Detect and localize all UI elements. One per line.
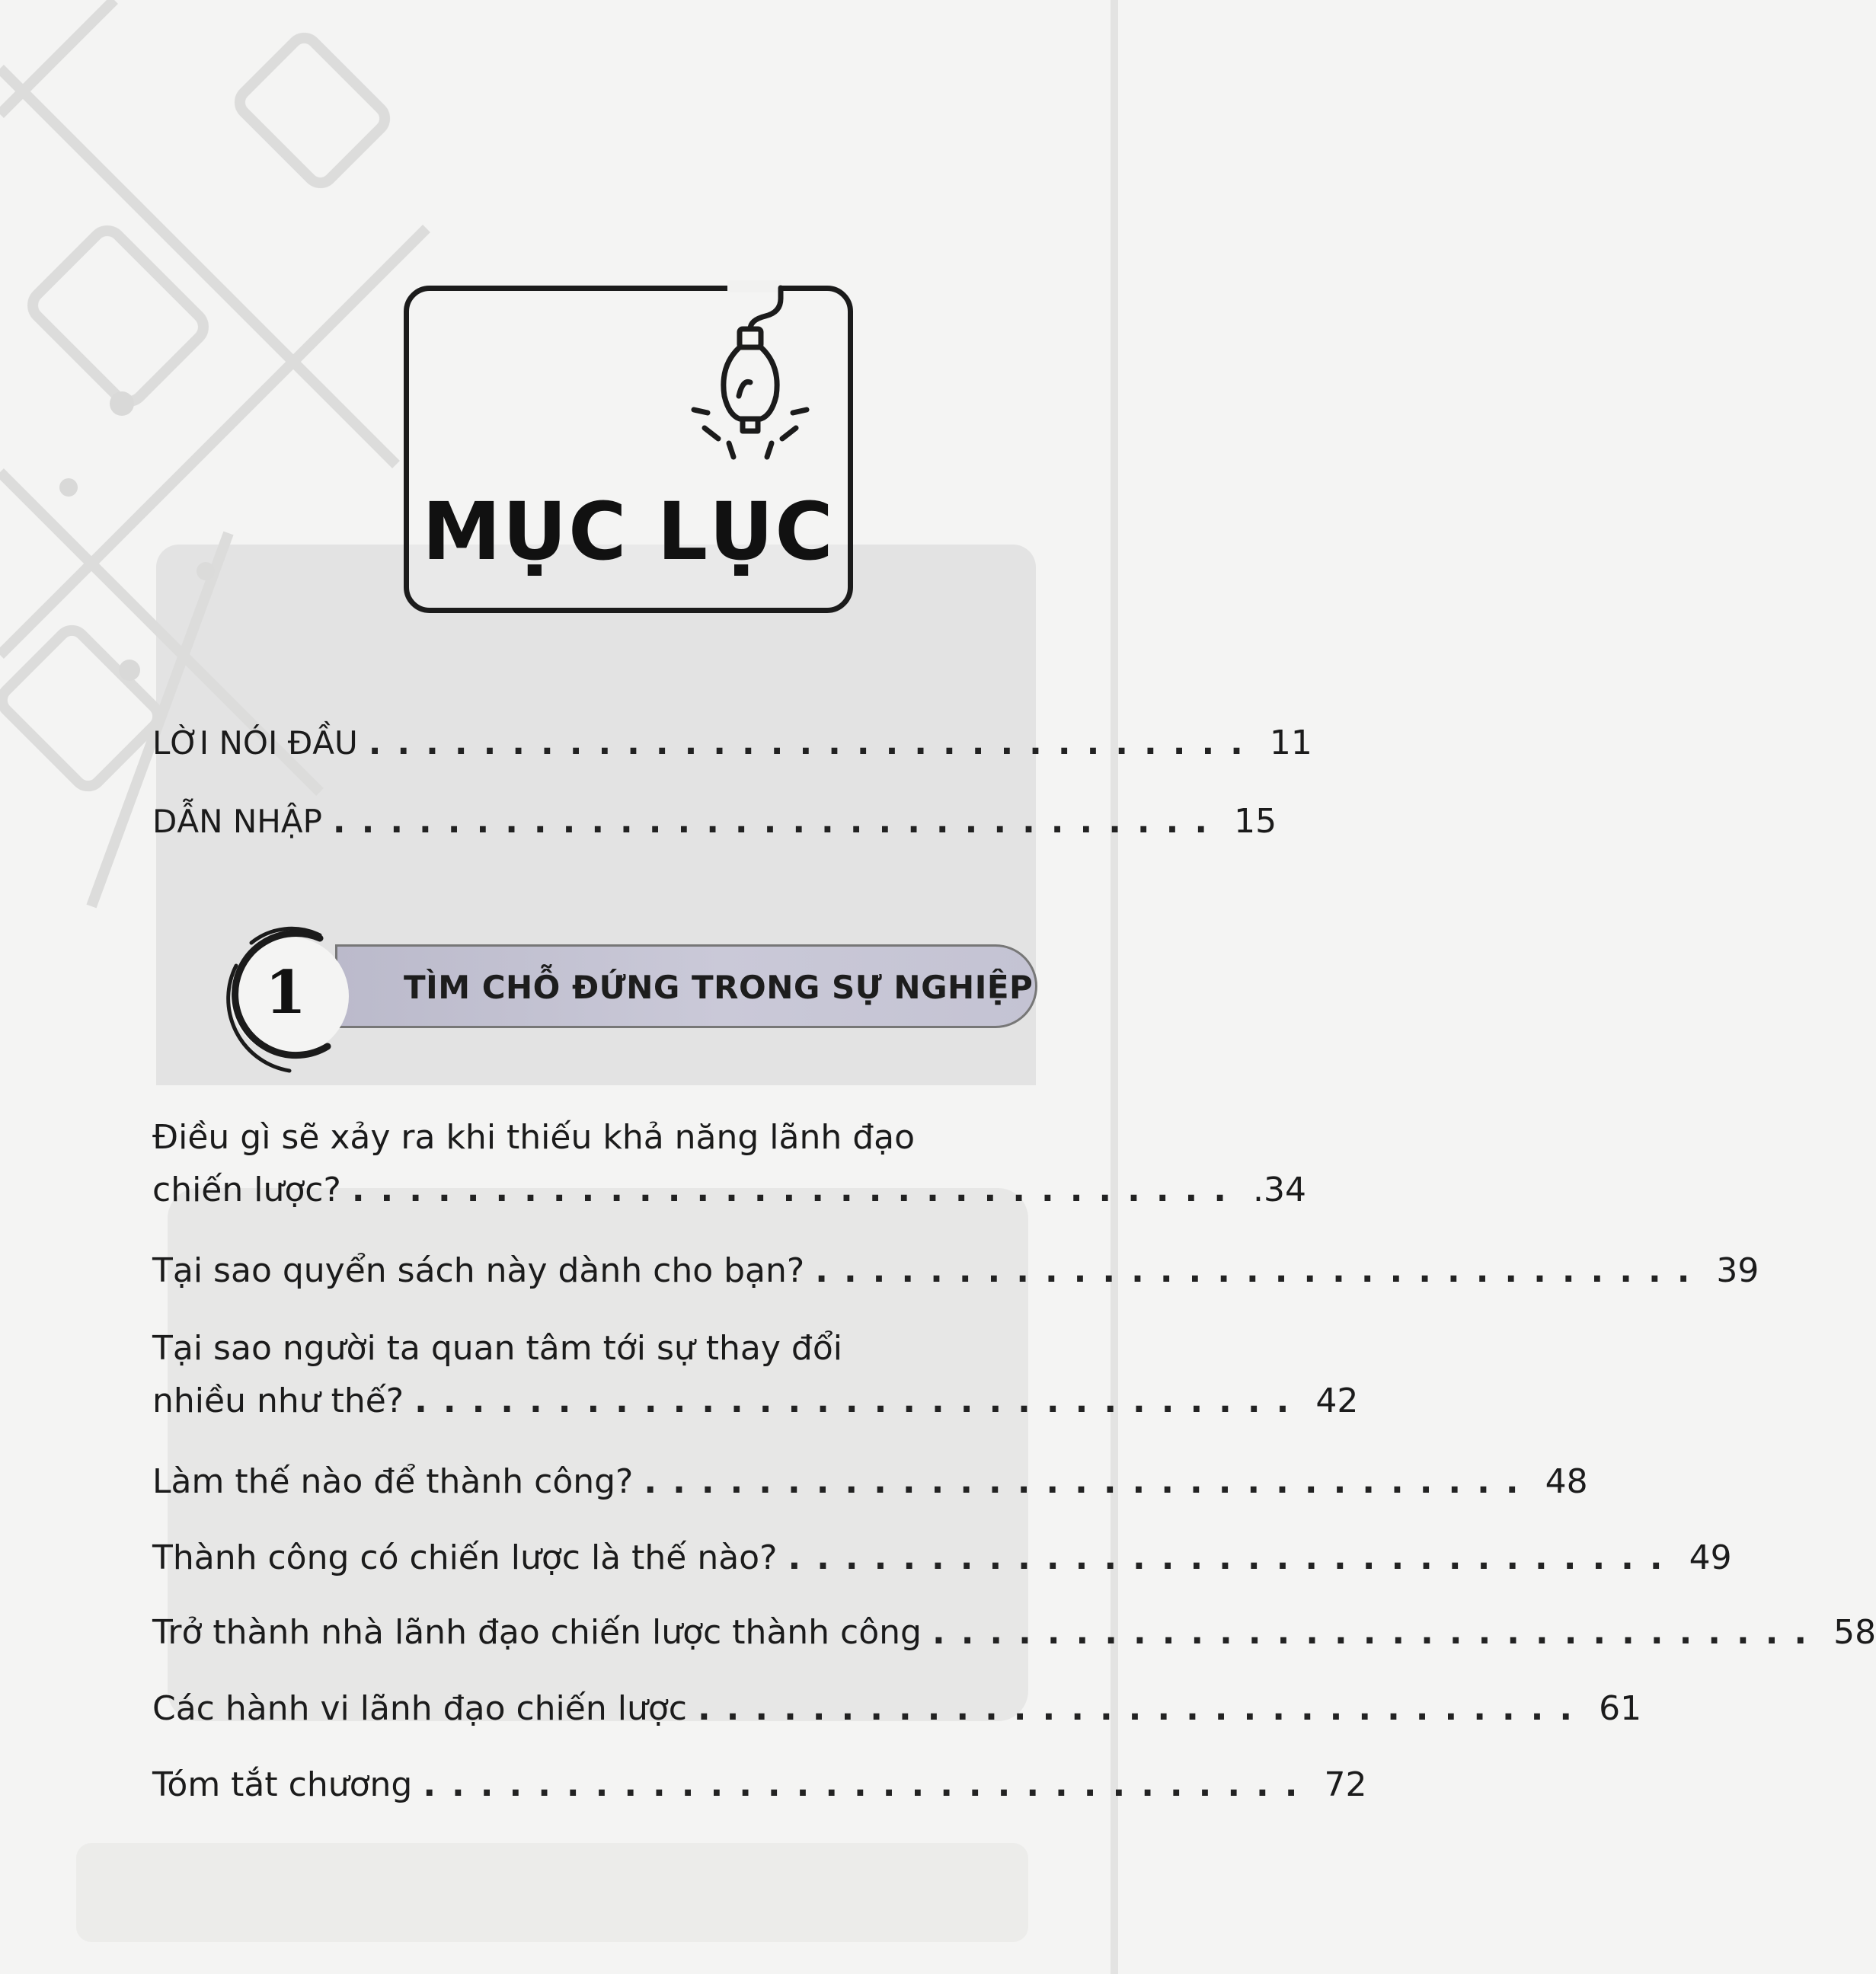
dot-leader: ............................... [351, 1171, 1242, 1209]
toc-page-number: .34 [1253, 1171, 1306, 1209]
toc-entry-title: Thành công có chiến lược là thế nào? [152, 1538, 778, 1577]
toc-entry[interactable] [152, 1689, 1642, 1728]
toc-entry-title: Tại sao quyển sách này dành cho bạn? [152, 1251, 805, 1290]
dot-leader: ............................... [932, 1613, 1823, 1652]
dot-leader: ............................... [815, 1251, 1706, 1290]
toc-entry[interactable] [152, 1329, 1359, 1420]
toc-entry-title: DẪN NHẬP [152, 803, 322, 840]
dot-leader: ............................... [368, 723, 1259, 762]
toc-entry[interactable] [152, 1765, 1367, 1804]
dot-leader: ............................... [423, 1765, 1314, 1804]
toc-page-number: 11 [1269, 723, 1312, 762]
toc-entry-preface[interactable] [152, 723, 1312, 762]
toc-page-number: 72 [1324, 1765, 1367, 1804]
toc-entry-title: chiến lược? [152, 1171, 341, 1209]
toc-entry-title: LỜI NÓI ĐẦU [152, 724, 358, 762]
toc-entry-title-line: Tại sao người ta quan tâm tới sự thay đổi [152, 1329, 842, 1368]
dot-leader: ............................... [644, 1462, 1535, 1501]
toc-entry[interactable] [152, 1613, 1876, 1652]
dot-leader: ............................... [788, 1538, 1679, 1577]
toc-page-number: 58 [1833, 1613, 1876, 1652]
toc-entry-title: Trở thành nhà lãnh đạo chiến lược thành công [152, 1613, 922, 1652]
toc-page-number: 48 [1545, 1462, 1588, 1501]
toc-entry[interactable] [152, 1538, 1732, 1577]
toc-entry-title: Tóm tắt chương [152, 1765, 413, 1804]
toc-page-number: 42 [1315, 1381, 1359, 1420]
page-title: MỤC LỤC [422, 485, 835, 578]
toc-entry-title: Làm thế nào để thành công? [152, 1462, 634, 1501]
background-print-through [76, 1843, 1028, 1942]
toc-entry-introduction[interactable] [152, 802, 1277, 841]
toc-entry[interactable] [152, 1251, 1759, 1290]
toc-page-number: 39 [1716, 1251, 1759, 1290]
toc-page-number: 15 [1234, 802, 1277, 841]
toc-entry[interactable] [152, 1118, 1306, 1209]
toc-entry[interactable] [152, 1462, 1588, 1501]
light-bulb-icon [689, 282, 819, 465]
toc-page-number: 61 [1599, 1689, 1642, 1728]
toc-entry-title-line: Điều gì sẽ xảy ra khi thiếu khả năng lãnh đạo [152, 1118, 916, 1157]
chapter-number: 1 [264, 958, 307, 1027]
chapter-title: TÌM CHỖ ĐỨNG TRONG SỰ NGHIỆP [404, 969, 1034, 1006]
dot-leader: ............................... [697, 1689, 1589, 1728]
dot-leader: ............................... [332, 802, 1224, 841]
toc-entry-title: Các hành vi lãnh đạo chiến lược [152, 1689, 687, 1728]
toc-page-number: 49 [1689, 1538, 1732, 1577]
dot-leader: ............................... [414, 1381, 1306, 1420]
toc-entry-title: nhiều như thế? [152, 1381, 404, 1420]
